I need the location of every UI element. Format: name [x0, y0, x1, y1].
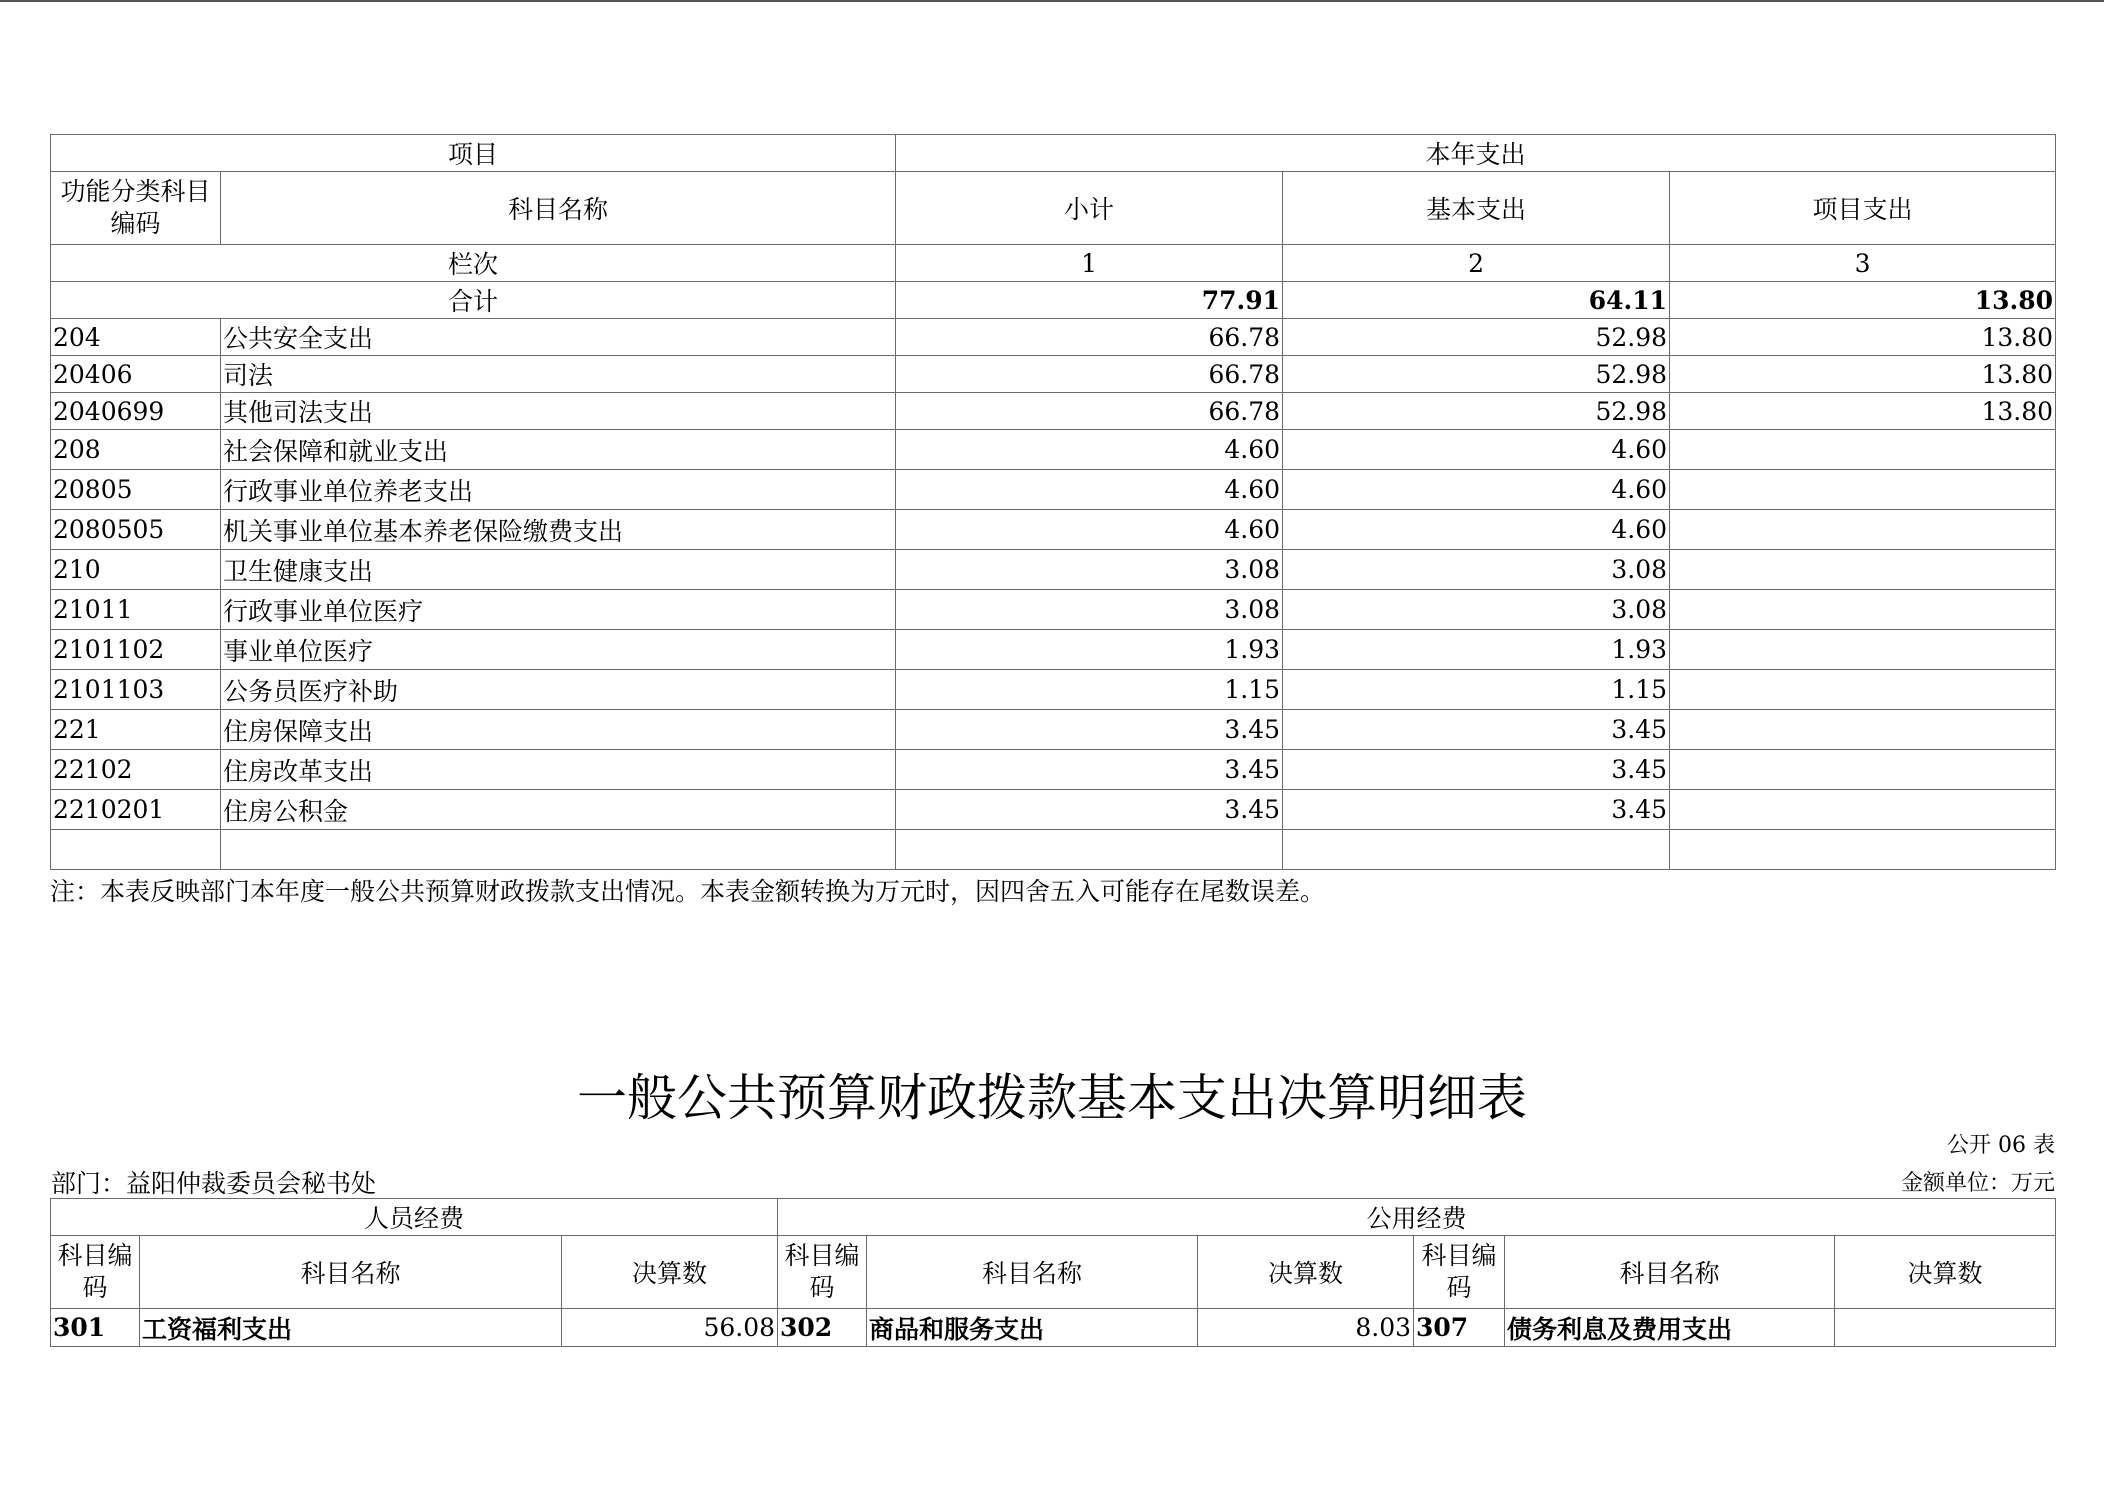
subject-code: 302 [778, 1309, 867, 1347]
basic-cell: 1.15 [1283, 670, 1670, 710]
subtotal-cell: 3.45 [896, 790, 1283, 830]
subtotal-cell: 3.08 [896, 590, 1283, 630]
table-row [51, 590, 2056, 630]
header-subject-name: 科目名称 [140, 1236, 562, 1309]
subtotal-cell: 4.60 [896, 510, 1283, 550]
basic-cell: 3.45 [1283, 790, 1670, 830]
basic-cell: 4.60 [1283, 430, 1670, 470]
table-row [51, 430, 2056, 470]
subject-name: 公共安全支出 [221, 319, 896, 356]
table-number: 公开 06 表 [1947, 1133, 2055, 1158]
project-cell [1670, 430, 2056, 470]
project-cell [1670, 750, 2056, 790]
subject-code: 20406 [51, 356, 221, 393]
subject-name: 商品和服务支出 [867, 1309, 1198, 1347]
subject-name: 社会保障和就业支出 [221, 430, 896, 470]
subject-name: 司法 [221, 356, 896, 393]
header-subject-name: 科目名称 [1505, 1236, 1835, 1309]
project-cell [1670, 630, 2056, 670]
table-row [51, 670, 2056, 710]
table-row [51, 470, 2056, 510]
subject-name: 行政事业单位医疗 [221, 590, 896, 630]
subject-name: 住房公积金 [221, 790, 896, 830]
subject-name: 债务利息及费用支出 [1505, 1309, 1835, 1347]
header-final-amount: 决算数 [1835, 1236, 2056, 1309]
project-cell [1670, 710, 2056, 750]
subject-code: 2101102 [51, 630, 221, 670]
basic-cell: 3.08 [1283, 590, 1670, 630]
basic-expenditure-detail-table [50, 1198, 2056, 1347]
final-amount: 56.08 [562, 1309, 778, 1347]
header-subject-code: 科目编码 [1414, 1236, 1505, 1309]
amount-unit: 金额单位：万元 [1900, 1171, 2055, 1196]
subtotal-cell: 66.78 [896, 319, 1283, 356]
header-final-amount: 决算数 [562, 1236, 778, 1309]
column-number-label: 栏次 [51, 245, 896, 282]
table-row [51, 510, 2056, 550]
subtotal-cell: 1.15 [896, 670, 1283, 710]
header-public-expenses: 公用经费 [778, 1199, 2056, 1236]
basic-cell: 52.98 [1283, 319, 1670, 356]
project-cell [1670, 790, 2056, 830]
subtotal-cell: 66.78 [896, 356, 1283, 393]
subject-code: 307 [1414, 1309, 1505, 1347]
project-cell [1670, 470, 2056, 510]
subject-name: 住房改革支出 [221, 750, 896, 790]
subtotal-cell: 4.60 [896, 470, 1283, 510]
basic-cell: 4.60 [1283, 510, 1670, 550]
subject-name: 事业单位医疗 [221, 630, 896, 670]
subject-name: 住房保障支出 [221, 710, 896, 750]
project-cell: 13.80 [1670, 356, 2056, 393]
project-cell [1670, 670, 2056, 710]
subtotal-cell: 3.45 [896, 710, 1283, 750]
project-cell [1670, 510, 2056, 550]
page-top-border [0, 0, 2104, 2]
header-subject-code: 科目编码 [778, 1236, 867, 1309]
header-subtotal: 小计 [896, 172, 1283, 245]
header-subject-code: 科目编码 [51, 1236, 140, 1309]
subject-code: 2080505 [51, 510, 221, 550]
header-subject-name: 科目名称 [221, 172, 896, 245]
column-number: 2 [1283, 245, 1670, 282]
subject-code: 221 [51, 710, 221, 750]
column-number: 1 [896, 245, 1283, 282]
project-cell: 13.80 [1670, 393, 2056, 430]
subtotal-cell: 4.60 [896, 430, 1283, 470]
subject-name: 卫生健康支出 [221, 550, 896, 590]
total-label: 合计 [51, 282, 896, 319]
table-row [51, 550, 2056, 590]
basic-cell: 52.98 [1283, 393, 1670, 430]
subject-name: 行政事业单位养老支出 [221, 470, 896, 510]
header-final-amount: 决算数 [1198, 1236, 1414, 1309]
subject-code: 22102 [51, 750, 221, 790]
basic-cell: 1.93 [1283, 630, 1670, 670]
department: 部门：益阳仲裁委员会秘书处 [51, 1169, 377, 1198]
subject-code: 204 [51, 319, 221, 356]
header-function-code: 功能分类科目编码 [51, 172, 221, 245]
column-number: 3 [1670, 245, 2056, 282]
subject-name: 公务员医疗补助 [221, 670, 896, 710]
subject-name: 其他司法支出 [221, 393, 896, 430]
header-item: 项目 [51, 135, 896, 172]
table-row [51, 630, 2056, 670]
table-row [51, 393, 2056, 430]
expenditure-table [50, 134, 2056, 870]
table-row [51, 750, 2056, 790]
subject-code: 2210201 [51, 790, 221, 830]
subject-code: 208 [51, 430, 221, 470]
subject-code: 20805 [51, 470, 221, 510]
final-amount [1835, 1309, 2056, 1347]
subtotal-cell: 3.08 [896, 550, 1283, 590]
project-cell [1670, 590, 2056, 630]
table-row [51, 710, 2056, 750]
final-amount: 8.03 [1198, 1309, 1414, 1347]
basic-cell: 3.08 [1283, 550, 1670, 590]
table-row [51, 1309, 2056, 1347]
page-title: 一般公共预算财政拨款基本支出决算明细表 [577, 1069, 1527, 1127]
total-subtotal: 77.91 [896, 282, 1283, 319]
header-subject-name: 科目名称 [867, 1236, 1198, 1309]
subtotal-cell: 1.93 [896, 630, 1283, 670]
basic-cell: 4.60 [1283, 470, 1670, 510]
subject-code: 2040699 [51, 393, 221, 430]
header-personnel-expenses: 人员经费 [51, 1199, 778, 1236]
basic-cell: 52.98 [1283, 356, 1670, 393]
header-current-year-expenditure: 本年支出 [896, 135, 2056, 172]
table-row [51, 356, 2056, 393]
table-row [51, 790, 2056, 830]
subtotal-cell: 3.45 [896, 750, 1283, 790]
total-basic: 64.11 [1283, 282, 1670, 319]
total-project: 13.80 [1670, 282, 2056, 319]
empty-row [51, 830, 2056, 870]
subject-name: 机关事业单位基本养老保险缴费支出 [221, 510, 896, 550]
table-note: 注：本表反映部门本年度一般公共预算财政拨款支出情况。本表金额转换为万元时，因四舍五入可能存在尾数误差。 [50, 877, 1326, 906]
subject-code: 210 [51, 550, 221, 590]
header-basic-expenditure: 基本支出 [1283, 172, 1670, 245]
subject-name: 工资福利支出 [140, 1309, 562, 1347]
subject-code: 301 [51, 1309, 140, 1347]
project-cell [1670, 550, 2056, 590]
table-row [51, 319, 2056, 356]
basic-cell: 3.45 [1283, 750, 1670, 790]
basic-cell: 3.45 [1283, 710, 1670, 750]
subject-code: 2101103 [51, 670, 221, 710]
subject-code: 21011 [51, 590, 221, 630]
subtotal-cell: 66.78 [896, 393, 1283, 430]
header-project-expenditure: 项目支出 [1670, 172, 2056, 245]
project-cell: 13.80 [1670, 319, 2056, 356]
